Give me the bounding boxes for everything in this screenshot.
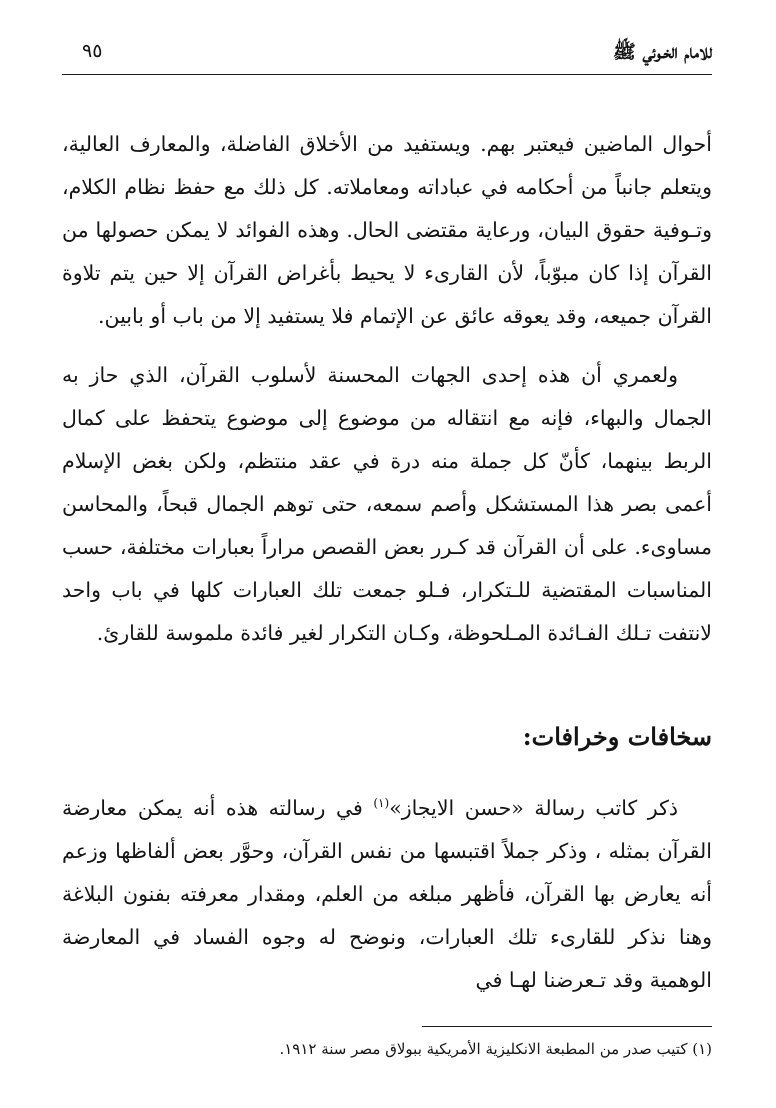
paragraph-3 <box>62 787 712 1002</box>
paragraph-2: ولعمري أن هذه إحدى الجهات المحسنة لأسلوب القرآن، الذي حاز به الجمال والبهاء، فإنه مع انتقاله من موضوع إلى موضوع يتحفظ على كمال الربط بينهما، كأنّ كل جملة منه درة في عقد منتظم، ولكن بغض الإسلام أعمى بصر هذا المستشكل وأصم سمعه، حتى توهم الجمال قبحاً، والمحاسن مساوىء. على أن القرآن قد كـرر بعض القصص مراراً بعبارات مختلفة، حسب المناسبات المقتضية للـتكرار، فـلو جمعت تلك العبارات كلها في باب واحد لانتفت تـلك الفـائدة المـلحوظة، وكـان التكرار لغير فائدة ملموسة للقارئ. <box>62 363 712 645</box>
paragraph-3-opening: ذكر كاتب رسالة «حسن الايجاز» <box>389 796 678 820</box>
page-number: ٩٥ <box>82 40 103 62</box>
paragraph-3-continuation: في رسالته هذه أنه يمكن معارضة القرآن بمثله ، وذكر جملاً اقتبسها من نفس القرآن، وحوَّر بعض ألفاظها وزعم أنه يعارض بها القرآن، فأظهر مبلغه من العلم، ومقدار معرفته بفنون البلاغة وهنا نذكر للقارىء تلك العبارات، ونوضح له وجوه الفساد في المعارضة الوهمية وقد تـعرضنا لهـا في <box>62 796 712 992</box>
footnote-reference: (١) <box>373 796 390 811</box>
book-title: للامام الخـوئي ﷺ <box>612 41 712 63</box>
section-heading: سخافات وخرافات: <box>522 722 712 751</box>
book-page <box>62 34 712 1074</box>
footnote-divider <box>422 1026 712 1027</box>
paragraph-1: أحوال الماضين فيعتبر بهم. ويستفيد من الأخلاق الفاضلة، والمعارف العالية، ويتعلم جانباً من أحكامه في عباداته ومعاملاته. كل ذلك مع حفظ نظام الكلام، وتـوفية حقوق البيان، ورعاية مقتضى الحال. وهذه الفوائد لا يمكن حصولها من القرآن إذا كان مبوّباً، لأن القارىء لا يحيط بأغراض القرآن إلا حين يتم تلاوة القرآن جميعه، وقد يعوقه عائق عن الإتمام فلا يستفيد إلا من باب أو بابين. <box>62 132 712 328</box>
footnote: (١) كتيب صدر من المطبعة الانكليزية الأمريكية ببولاق مصر سنة ١٩١٢. <box>279 1040 712 1058</box>
page-header <box>62 34 712 75</box>
